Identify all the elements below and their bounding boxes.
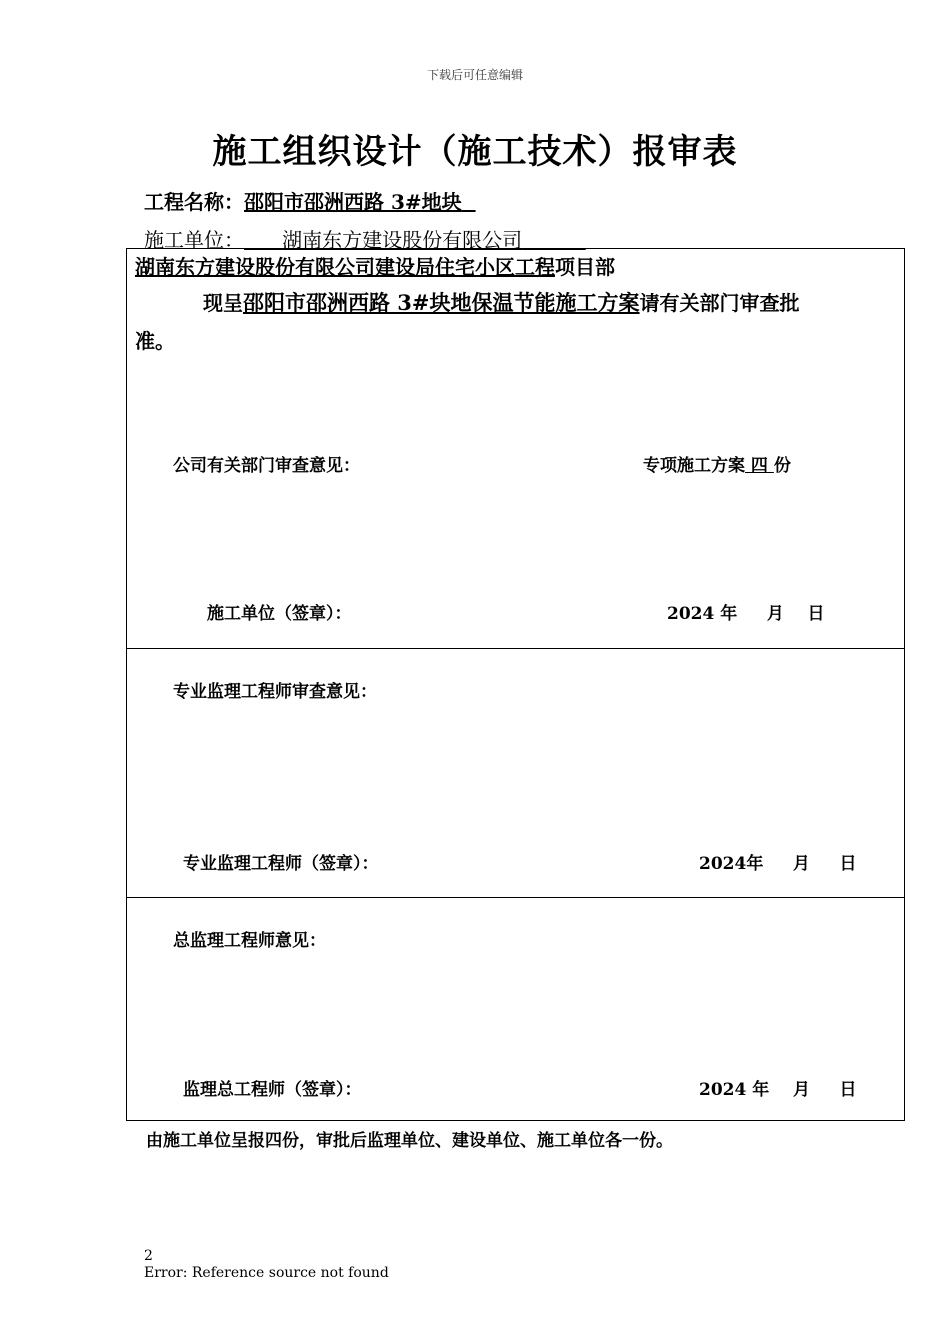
construction-unit-label: 施工单位： [144,228,244,252]
section-divider [127,897,904,898]
date-year: 2024 [699,1080,747,1100]
approval-form-table [126,248,905,1121]
specialist-engineer-signature-label: 专业监理工程师（签章）： [183,854,379,874]
page-number: 2 [144,1248,153,1264]
plan-name: 邵阳市邵洲西路 3#块地保温节能施工方案 [243,290,640,315]
recipient-line [135,251,615,280]
date-year: 2024 [667,604,715,624]
page-title: 施工组织设计（施工技术）报审表 [212,132,738,172]
section3-date: 2024 年 月 日 [699,1080,857,1100]
construction-unit-value: 湖南东方建设股份有限公司 [282,228,523,252]
copies-line [643,451,791,476]
project-name-value: 邵阳市邵洲西路 3#地块 [244,190,462,214]
specialist-engineer-review-label: 专业监理工程师审查意见： [173,682,377,702]
section2-date: 2024年 月 日 [699,854,857,874]
header-note: 下载后可任意编辑 [426,68,523,82]
reference-error-text: Error: Reference source not found [144,1265,389,1281]
project-name-label: 工程名称： [144,190,244,214]
date-year: 2024 [699,854,747,874]
company-review-label: 公司有关部门审查意见： [173,456,360,476]
construction-signature-label: 施工单位（签章）： [207,604,352,624]
recipient-suffix: 项目部 [555,255,615,279]
footer-note: 由施工单位呈报四份，审批后监理单位、建设单位、施工单位各一份。 [146,1131,673,1151]
section-divider [127,648,904,649]
copies-label: 专项施工方案 [643,456,745,476]
recipient-name: 湖南东方建设股份有限公司建设局住宅小区工程 [135,255,555,279]
project-name-line [144,186,476,215]
submission-line [203,287,800,317]
submission-suffix: 请有关部门审查批 [639,291,800,315]
section1-date: 2024 年 月 日 [667,604,825,624]
submission-prefix: 现呈 [203,291,243,315]
submission-continuation: 准。 [135,329,175,353]
chief-engineer-signature-label: 监理总工程师（签章）： [183,1080,362,1100]
copies-unit: 份 [773,456,791,476]
chief-engineer-review-label: 总监理工程师意见： [173,931,326,951]
copies-value: 四 [750,456,768,476]
